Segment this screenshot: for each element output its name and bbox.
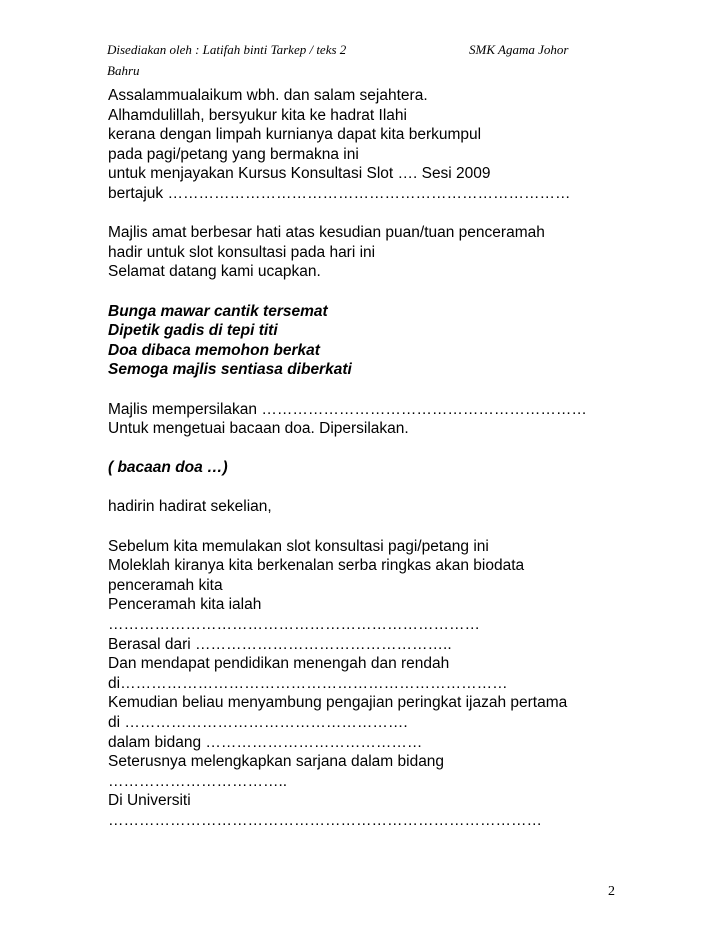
text-line: penceramah kita [108,576,223,594]
text-line: Kemudian beliau menyambung pengajian peringkat ijazah pertama [108,694,568,712]
text-line: Majlis mempersilakan ……………………………………………………… [108,400,587,418]
text-line: Moleklah kiranya kita berkenalan serba ringkas akan biodata [108,557,525,575]
paragraph [108,537,628,831]
paragraph-spacer [108,282,628,302]
emphasis-paragraph [108,302,628,380]
text-line: Selamat datang kami ucapkan. [108,263,321,281]
text-line: Berasal dari ………………………………………….. [108,635,452,653]
text-line: untuk menjayakan Kursus Konsultasi Slot …. Sesi 2009 [108,165,491,183]
text-line: Dipetik gadis di tepi titi [108,322,278,340]
text-line: Semoga majlis sentiasa diberkati [108,361,352,379]
text-line: dalam bidang …………………………………… [108,733,423,751]
document-body [108,86,628,831]
text-line: Alhamdulillah, bersyukur kita ke hadrat Ilahi [108,106,407,124]
text-line: di ………………………………………………. [108,714,408,731]
header-author: Disediakan oleh : Latifah binti Tarkep / teks 2 [107,42,347,57]
text-line: Assalammualaikum wbh. dan salam sejahtera. [108,87,428,104]
paragraph [108,223,628,282]
paragraph-spacer [108,439,628,459]
text-line: ……………………………………………………………… [108,616,480,634]
text-line: …………………………….. [108,772,288,790]
paragraph [108,86,628,204]
text-line: hadirin hadirat sekelian, [108,498,272,516]
text-line: Doa dibaca memohon berkat [108,341,320,359]
paragraph [108,400,628,439]
text-line: Untuk mengetuai bacaan doa. Dipersilakan. [108,420,409,438]
text-line: Penceramah kita ialah [108,596,262,614]
header-school: SMK Agama Johor [469,42,569,57]
paragraph-spacer [108,478,628,498]
text-line: hadir untuk slot konsultasi pada hari ini [108,243,376,261]
paragraph-spacer [108,380,628,400]
text-line: di………………………………………………………………… [108,674,508,692]
page-number: 2 [608,884,615,899]
text-line: kerana dengan limpah kurnianya dapat kita berkumpul [108,126,482,144]
header-school-continued: Bahru [107,63,140,78]
text-line: ( bacaan doa …) [108,459,228,477]
text-line: Di Universiti [108,792,191,810]
paragraph-spacer [108,517,628,537]
text-line: Seterusnya melengkapkan sarjana dalam bidang [108,753,445,771]
paragraph-spacer [108,204,628,224]
text-line: Dan mendapat pendidikan menengah dan rendah [108,655,450,673]
text-line: pada pagi/petang yang bermakna ini [108,145,359,163]
text-line: Majlis amat berbesar hati atas kesudian puan/tuan penceramah [108,224,545,242]
text-line: Bunga mawar cantik tersemat [108,302,328,320]
header-line-1 [107,39,607,60]
emphasis-paragraph [108,458,628,478]
text-line: ………………………………………………………………………… [108,811,542,829]
page-header [107,39,607,81]
text-line: bertajuk …………………………………………………………………… [108,184,571,202]
paragraph [108,497,628,517]
text-line: Sebelum kita memulakan slot konsultasi pagi/petang ini [108,537,489,555]
